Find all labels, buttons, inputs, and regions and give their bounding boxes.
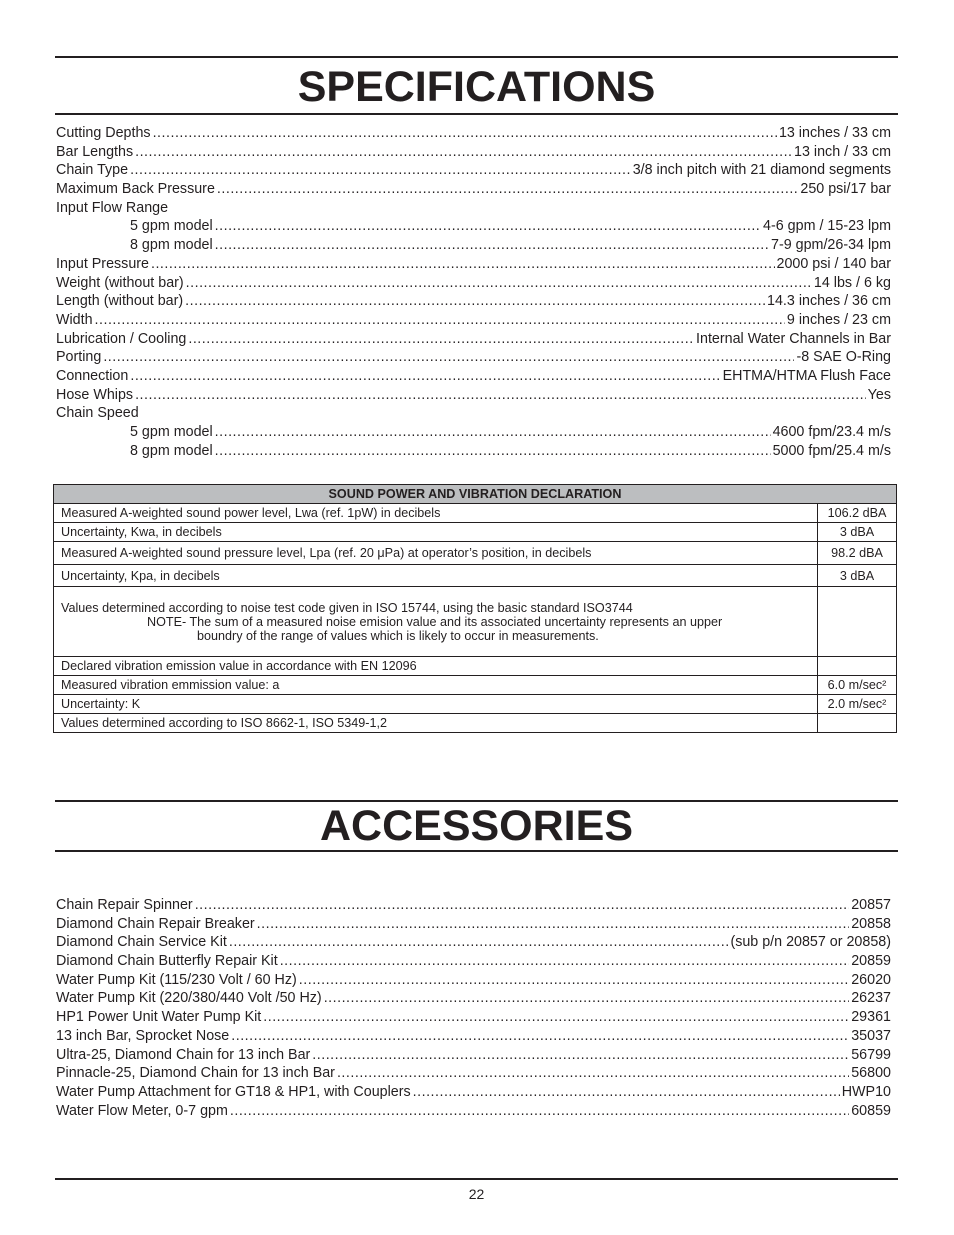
accessory-label: Chain Repair Spinner: [56, 897, 193, 913]
note-line: NOTE- The sum of a measured noise emision value and its associated uncertainty represents an upper: [147, 614, 723, 629]
spec-label: Chain Speed: [56, 405, 139, 422]
spec-label: 5 gpm model: [130, 424, 213, 440]
spec-value: 5000 fpm/25.4 m/s: [772, 442, 891, 459]
accessory-row: [56, 1008, 891, 1027]
spec-label: 5 gpm model: [130, 218, 213, 235]
leader-dots: [135, 143, 792, 162]
spec-row: [56, 423, 891, 442]
footer-rule: [55, 1178, 898, 1180]
leader-dots: [103, 348, 794, 367]
spec-value: Internal Water Channels in Bar: [696, 330, 891, 347]
spec-label: Input Pressure: [56, 255, 149, 272]
spec-label: 8 gpm model: [130, 237, 213, 254]
accessory-row: [56, 971, 891, 990]
spec-value: 4-6 gpm / 15-23 lpm: [763, 218, 891, 235]
accessory-row: [56, 1064, 891, 1083]
spec-value: 14 lbs / 6 kg: [813, 274, 891, 291]
spec-row: [56, 311, 891, 330]
table-header-row: [54, 485, 897, 504]
accessory-part-number: 29361: [851, 1009, 891, 1026]
table-cell-label: Declared vibration emission value in accordance with EN 12096: [54, 657, 818, 676]
specifications-list: [56, 124, 891, 460]
leader-dots: [257, 915, 850, 934]
leader-dots: [217, 180, 798, 199]
spec-value: 2000 psi / 140 bar: [776, 255, 891, 272]
table-row: [54, 657, 897, 676]
spec-row: [56, 217, 891, 236]
accessory-row: [56, 915, 891, 934]
table-cell-label: Measured A-weighted sound pressure level, Lpa (ref. 20 μPa) at operator’s position, in decibels: [54, 542, 818, 565]
spec-label: Porting: [56, 349, 102, 366]
table-header: SOUND POWER AND VIBRATION DECLARATION: [54, 485, 897, 504]
table-cell-label: Uncertainty, Kwa, in decibels: [54, 523, 818, 542]
accessory-row: [56, 933, 891, 952]
spec-label: Cutting Depths: [56, 125, 151, 141]
accessory-label: Diamond Chain Butterfly Repair Kit: [56, 953, 278, 970]
table-row: [54, 565, 897, 587]
spec-label: Length (without bar): [56, 293, 184, 310]
leader-dots: [188, 330, 694, 349]
leader-dots: [186, 274, 812, 293]
accessory-label: Water Pump Kit (115/230 Volt / 60 Hz): [56, 971, 297, 988]
table-row: [54, 676, 897, 695]
specifications-underline: [55, 113, 898, 115]
table-cell-label: Values determined according to ISO 8662-1, ISO 5349-1,2: [54, 714, 818, 733]
accessory-label: Ultra-25, Diamond Chain for 13 inch Bar: [56, 1046, 311, 1063]
table-cell-value: [818, 657, 897, 676]
spec-value: 13 inches / 33 cm: [778, 125, 891, 141]
spec-row: [56, 143, 891, 162]
accessory-row: [56, 952, 891, 971]
leader-dots: [151, 255, 775, 274]
leader-dots: [312, 1046, 849, 1065]
spec-label: Input Flow Range: [56, 199, 169, 216]
leader-dots: [215, 423, 771, 442]
specifications-title: SPECIFICATIONS: [297, 63, 656, 111]
accessory-part-number: 26237: [851, 990, 891, 1007]
accessory-part-number: 60859: [851, 1102, 891, 1119]
table-row-note: [54, 587, 897, 657]
table-cell-value: 106.2 dBA: [818, 504, 897, 523]
accessory-row: [56, 1083, 891, 1102]
spec-row: [56, 367, 891, 386]
accessories-title: ACCESSORIES: [319, 802, 633, 850]
spec-row: [56, 330, 891, 349]
accessory-label: Pinnacle-25, Diamond Chain for 13 inch Bar: [56, 1065, 335, 1082]
leader-dots: [337, 1064, 849, 1083]
table-cell-value: 6.0 m/sec²: [818, 676, 897, 695]
spec-row: [56, 236, 891, 255]
leader-dots: [229, 933, 729, 952]
accessories-underline: [55, 850, 898, 852]
spec-value: Yes: [867, 386, 891, 403]
spec-label: Chain Type: [56, 162, 129, 179]
spec-value: 4600 fpm/23.4 m/s: [772, 424, 891, 440]
accessory-label: Water Flow Meter, 0-7 gpm: [56, 1102, 228, 1119]
leader-dots: [215, 236, 769, 255]
spec-label: Connection: [56, 367, 129, 384]
leader-dots: [215, 217, 761, 236]
spec-value: 13 inch / 33 cm: [794, 143, 891, 160]
accessory-label: Water Pump Kit (220/380/440 Volt /50 Hz): [56, 990, 322, 1007]
spec-value: 14.3 inches / 36 cm: [767, 293, 891, 310]
page-number: 22: [468, 1186, 485, 1202]
leader-dots: [95, 311, 785, 330]
leader-dots: [299, 971, 849, 990]
accessory-part-number: (sub p/n 20857 or 20858): [730, 934, 891, 951]
accessory-label: Diamond Chain Service Kit: [56, 934, 227, 951]
table-row: [54, 714, 897, 733]
table-row: [54, 542, 897, 565]
accessory-row: [56, 989, 891, 1008]
leader-dots: [215, 442, 771, 461]
spec-value: 9 inches / 23 cm: [786, 311, 891, 328]
table-cell-value: 3 dBA: [818, 523, 897, 542]
spec-label: Lubrication / Cooling: [56, 330, 187, 347]
accessory-part-number: 35037: [851, 1027, 891, 1044]
leader-dots: [324, 989, 850, 1008]
accessory-row: [56, 1027, 891, 1046]
spec-label: Width: [56, 311, 93, 328]
table-cell-note: [54, 587, 818, 657]
spec-row: [56, 274, 891, 293]
spec-row: [56, 180, 891, 199]
accessory-row: [56, 1046, 891, 1065]
spec-row: [56, 348, 891, 367]
leader-dots: [280, 952, 850, 971]
leader-dots: [130, 367, 720, 386]
top-rule: [55, 56, 898, 58]
spec-label: Weight (without bar): [56, 274, 184, 291]
accessory-part-number: 56800: [851, 1065, 891, 1082]
table-row: [54, 523, 897, 542]
leader-dots: [413, 1083, 840, 1102]
table-cell-label: Uncertainty: K: [54, 695, 818, 714]
table-cell-value: [818, 587, 897, 657]
table-cell-value: [818, 714, 897, 733]
table-row: [54, 504, 897, 523]
accessories-list: [56, 896, 891, 1120]
accessory-label: 13 inch Bar, Sprocket Nose: [56, 1027, 230, 1044]
table-cell-label: Uncertainty, Kpa, in decibels: [54, 565, 818, 587]
leader-dots: [230, 1102, 849, 1121]
accessory-label: HP1 Power Unit Water Pump Kit: [56, 1009, 262, 1026]
leader-dots: [135, 386, 866, 405]
leader-dots: [195, 896, 850, 915]
spec-label: Bar Lengths: [56, 143, 134, 160]
leader-dots: [185, 292, 765, 311]
spec-label: 8 gpm model: [130, 442, 213, 459]
table-row: [54, 695, 897, 714]
spec-label: Maximum Back Pressure: [56, 181, 215, 198]
spec-row: [56, 292, 891, 311]
spec-row: [56, 199, 891, 218]
spec-row: [56, 255, 891, 274]
accessory-label: Water Pump Attachment for GT18 & HP1, with Couplers: [56, 1083, 411, 1100]
spec-row: [56, 404, 891, 423]
table-cell-value: 3 dBA: [818, 565, 897, 587]
spec-value: 250 psi/17 bar: [800, 181, 891, 198]
table-cell-value: 98.2 dBA: [818, 542, 897, 565]
accessory-part-number: HWP10: [841, 1083, 891, 1100]
leader-dots: [231, 1027, 849, 1046]
note-line: Values determined according to noise test code given in ISO 15744, using the basic standard ISO3744: [61, 600, 633, 615]
spec-value: 3/8 inch pitch with 21 diamond segments: [632, 162, 891, 179]
leader-dots: [130, 161, 631, 180]
accessory-part-number: 56799: [851, 1046, 891, 1063]
spec-label: Hose Whips: [56, 386, 134, 403]
spec-value: EHTMA/HTMA Flush Face: [722, 367, 891, 384]
accessory-part-number: 20857: [851, 897, 891, 913]
accessory-row: [56, 896, 891, 915]
table-cell-label: Measured vibration emmission value: a: [54, 676, 818, 695]
accessory-part-number: 26020: [851, 971, 891, 988]
spec-row: [56, 442, 891, 461]
leader-dots: [263, 1008, 849, 1027]
accessory-row: [56, 1102, 891, 1121]
spec-row: [56, 124, 891, 143]
spec-value: -8 SAE O-Ring: [796, 349, 891, 366]
table-cell-value: 2.0 m/sec²: [818, 695, 897, 714]
note-line: boundry of the range of values which is likely to occur in measurements.: [197, 628, 599, 643]
sound-vibration-table: [53, 484, 897, 733]
spec-value: 7-9 gpm/26-34 lpm: [771, 237, 891, 254]
accessory-part-number: 20859: [851, 953, 891, 970]
spec-row: [56, 161, 891, 180]
leader-dots: [153, 124, 777, 143]
accessory-label: Diamond Chain Repair Breaker: [56, 915, 255, 932]
spec-row: [56, 386, 891, 405]
table-cell-label: Measured A-weighted sound power level, Lwa (ref. 1pW) in decibels: [54, 504, 818, 523]
accessory-part-number: 20858: [851, 915, 891, 932]
